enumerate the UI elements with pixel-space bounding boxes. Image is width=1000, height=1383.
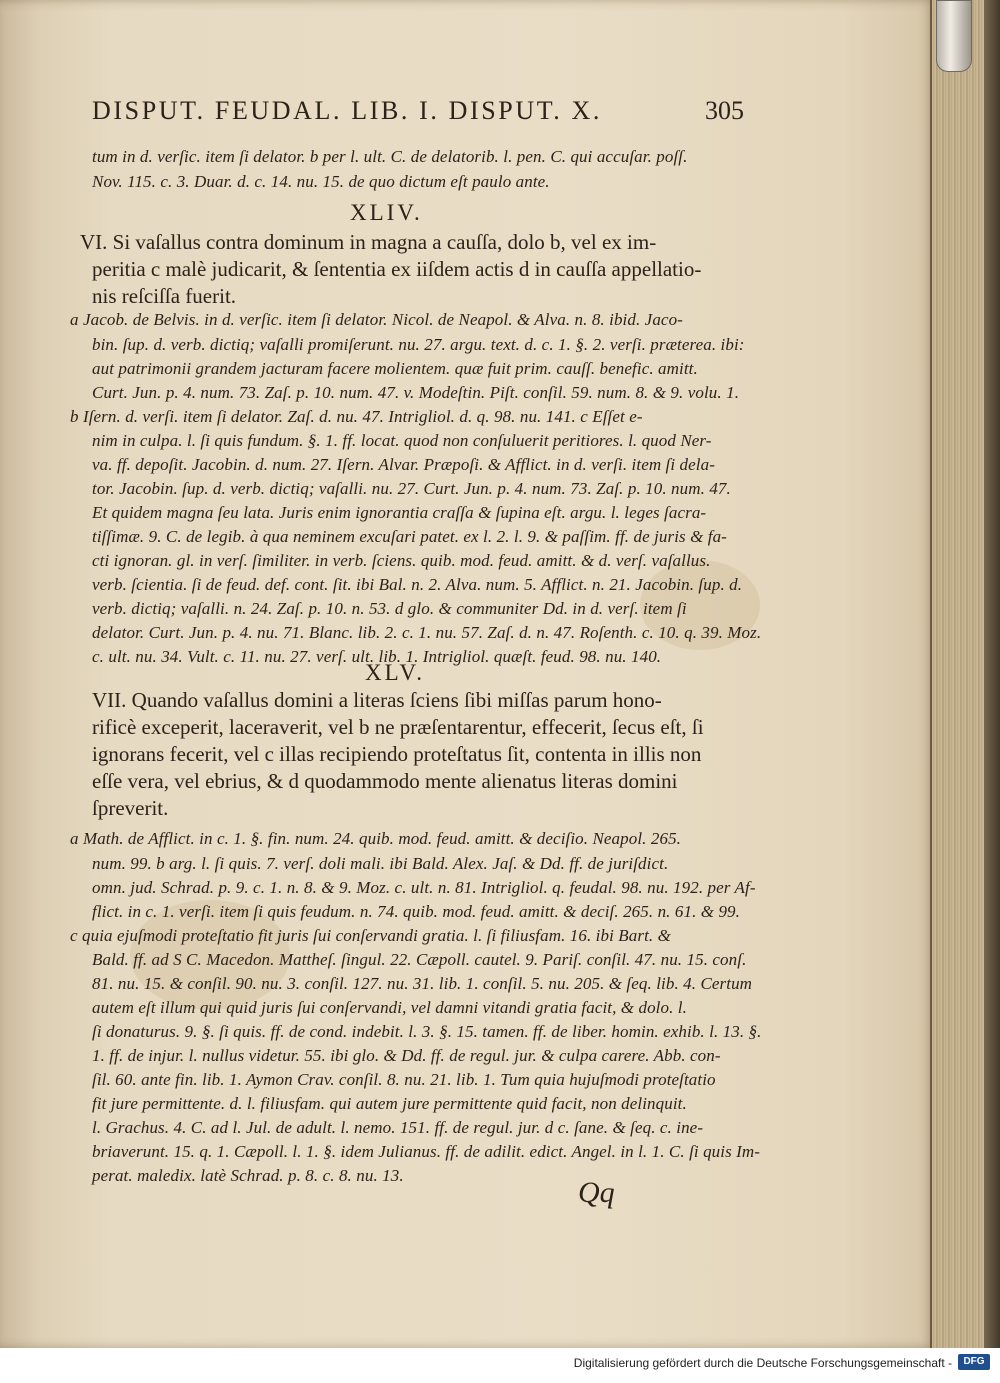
page-clip-icon xyxy=(936,0,972,72)
note-line: c quia ejuſmodi proteſtatio fit juris ſui conſervandi gratia. l. ſi filiusfam. 16. ibi Bart. & xyxy=(70,926,671,945)
note-line: l. Grachus. 4. C. ad l. Jul. de adult. l. nemo. 151. ff. de regul. jur. d c. ſane. & ſeq. c. ine- xyxy=(92,1118,704,1137)
paragraph-line: eſſe vera, vel ebrius, & d quodammodo mente alienatus literas domini xyxy=(92,769,678,793)
note-line: 81. nu. 15. & conſil. 90. nu. 3. conſil. 127. nu. 31. lib. 1. conſil. 5. nu. 205. & ſeq. lib. 4. Certum xyxy=(92,974,753,993)
note-line: bin. ſup. d. verb. dictiq; vaſalli promiſerunt. nu. 27. argu. text. d. c. 1. §. 2. verſi. præterea. ibi: xyxy=(92,335,745,354)
note-line: c. ult. nu. 34. Vult. c. 11. nu. 27. verſ. ult. lib. 1. Intrigliol. quæſt. feud. 98. nu. 140. xyxy=(92,647,662,666)
note-line: omn. jud. Schrad. p. 9. c. 1. n. 8. & 9. Moz. c. ult. n. 81. Intrigliol. q. feudal. 98. nu. 192. per Af- xyxy=(92,878,756,897)
section-heading-xlv: XLV. xyxy=(365,660,425,685)
note-line: 1. ff. de injur. l. nullus videtur. 55. ibi glo. & Dd. ff. de regul. jur. & culpa carere. Abb. con- xyxy=(92,1046,721,1065)
paragraph-line: nis reſciſſa fuerit. xyxy=(92,284,237,308)
note-line: ſil. 60. ante fin. lib. 1. Aymon Crav. conſil. 8. nu. 21. lib. 1. Tum quia hujuſmodi proteſtatio xyxy=(92,1070,716,1089)
note-line: perat. maledix. latè Schrad. p. 8. c. 8. nu. 13. xyxy=(92,1166,404,1185)
note-line: ſi donaturus. 9. §. ſi quis. ff. de cond. indebit. l. 3. §. 15. tamen. ff. de liber. homin. exhib. l. 13. §. xyxy=(92,1022,762,1041)
paragraph-line: rificè exceperit, laceraverit, vel b ne præſentarentur, effecerit, ſecus eſt, ſi xyxy=(92,715,704,739)
paragraph-line: VI. Si vaſallus contra dominum in magna a cauſſa, dolo b, vel ex im- xyxy=(80,230,657,254)
note-line: nim in culpa. l. ſi quis fundum. §. 1. ff. locat. quod non conſuluerit peritiores. l. quod Ner- xyxy=(92,431,712,450)
note-line: flict. in c. 1. verſi. item ſi quis feudum. n. 74. quib. mod. feud. amitt. & deciſ. 265. n. 61. & 99. xyxy=(92,902,741,921)
note-line: delator. Curt. Jun. p. 4. nu. 71. Blanc. lib. 2. c. 1. nu. 57. Zaſ. d. n. 47. Roſenth. c. 10. q. 39. Moz. xyxy=(92,623,762,642)
note-line: verb. dictiq; vaſalli. n. 24. Zaſ. p. 10. n. 53. d glo. & communiter Dd. in d. verſ. item ſi xyxy=(92,599,687,618)
book-edge xyxy=(930,0,1000,1348)
note-line: Bald. ff. ad S C. Macedon. Mattheſ. ſingul. 22. Cæpoll. cautel. 9. Pariſ. conſil. 47. nu. 15. conſ. xyxy=(92,950,747,969)
note-line: verb. ſcientia. ſi de feud. def. cont. ſit. ibi Bal. n. 2. Alva. num. 5. Afflict. n. 21. Jacobin. ſup. d. xyxy=(92,575,743,594)
note-line: fit jure permittente. d. l. filiusfam. qui autem jure permittente quid facit, non delinquit. xyxy=(92,1094,687,1113)
note-line: Et quidem magna ſeu lata. Juris enim ignorantia craſſa & ſupina eſt. argu. l. leges ſacra- xyxy=(92,503,707,522)
paragraph-line: ignorans fecerit, vel c illas recipiendo proteſtatus ſit, contenta in illis non xyxy=(92,742,702,766)
note-line: aut patrimonii grandem jacturam facere molientem. quæ fuit prim. cauſſ. benefic. amitt. xyxy=(92,359,698,378)
page-number: 305 xyxy=(705,96,744,125)
text-line: tum in d. verſic. item ſi delator. b per l. ult. C. de delatorib. l. pen. C. qui accuſar. poſſ. xyxy=(92,147,688,166)
note-line: briaverunt. 15. q. 1. Cæpoll. l. 1. §. idem Julianus. ff. de adilit. edict. Angel. in l. 1. C. ſi quis Im- xyxy=(92,1142,761,1161)
note-line: b Iſern. d. verſi. item ſi delator. Zaſ. d. nu. 47. Intrigliol. d. q. 98. nu. 141. c Eſſet e- xyxy=(70,407,643,426)
paragraph-line: peritia c malè judicarit, & ſententia ex iiſdem actis d in cauſſa appellatio- xyxy=(92,257,702,281)
dfg-logo[interactable]: DFG xyxy=(958,1354,990,1370)
note-line: Curt. Jun. p. 4. num. 73. Zaſ. p. 10. num. 47. v. Modeſtin. Piſt. conſil. 59. num. 8. & 9. volu. 1. xyxy=(92,383,740,402)
note-line: a Jacob. de Belvis. in d. verſic. item ſi delator. Nicol. de Neapol. & Alva. n. 8. ibid. Jaco- xyxy=(70,310,683,329)
note-line: tor. Jacobin. ſup. d. verb. dictiq; vaſalli. nu. 27. Curt. Jun. p. 4. num. 73. Zaſ. p. 10. num. 47. xyxy=(92,479,731,498)
note-line: autem eſt illum qui quid juris ſui conſervandi, vel damni vitandi gratia facit, & dolo. l. xyxy=(92,998,687,1017)
note-line: num. 99. b arg. l. ſi quis. 7. verſ. doli mali. ibi Bald. Alex. Jaſ. & Dd. ff. de juriſdict. xyxy=(92,854,669,873)
running-title: DISPUT. FEUDAL. LIB. I. DISPUT. X. xyxy=(92,96,602,125)
signature-mark: Qq xyxy=(578,1176,615,1209)
note-line: va. ff. depoſit. Jacobin. d. num. 27. Iſern. Alvar. Præpoſi. & Afflict. in d. verſi. item ſi dela- xyxy=(92,455,715,474)
note-line: cti ignoran. gl. in verſ. ſimiliter. in verb. ſciens. quib. mod. feud. amitt. & d. verſ. vaſallus. xyxy=(92,551,711,570)
funding-note: Digitalisierung gefördert durch die Deutsche Forschungsgemeinschaft - xyxy=(573,1356,952,1370)
paragraph-line: ſpreverit. xyxy=(92,796,169,820)
paragraph-line: VII. Quando vaſallus domini a literas ſciens ſibi miſſas parum hono- xyxy=(92,688,662,712)
note-line: tiſſimæ. 9. C. de legib. à qua neminem excuſari patet. ex l. 2. l. 9. & paſſim. ff. de juris & fa- xyxy=(92,527,727,546)
section-heading-xliv: XLIV. xyxy=(350,200,423,225)
note-line: a Math. de Afflict. in c. 1. §. fin. num. 24. quib. mod. feud. amitt. & deciſio. Neapol. 265. xyxy=(70,829,682,848)
text-line: Nov. 115. c. 3. Duar. d. c. 14. nu. 15. de quo dictum eſt paulo ante. xyxy=(92,172,550,191)
